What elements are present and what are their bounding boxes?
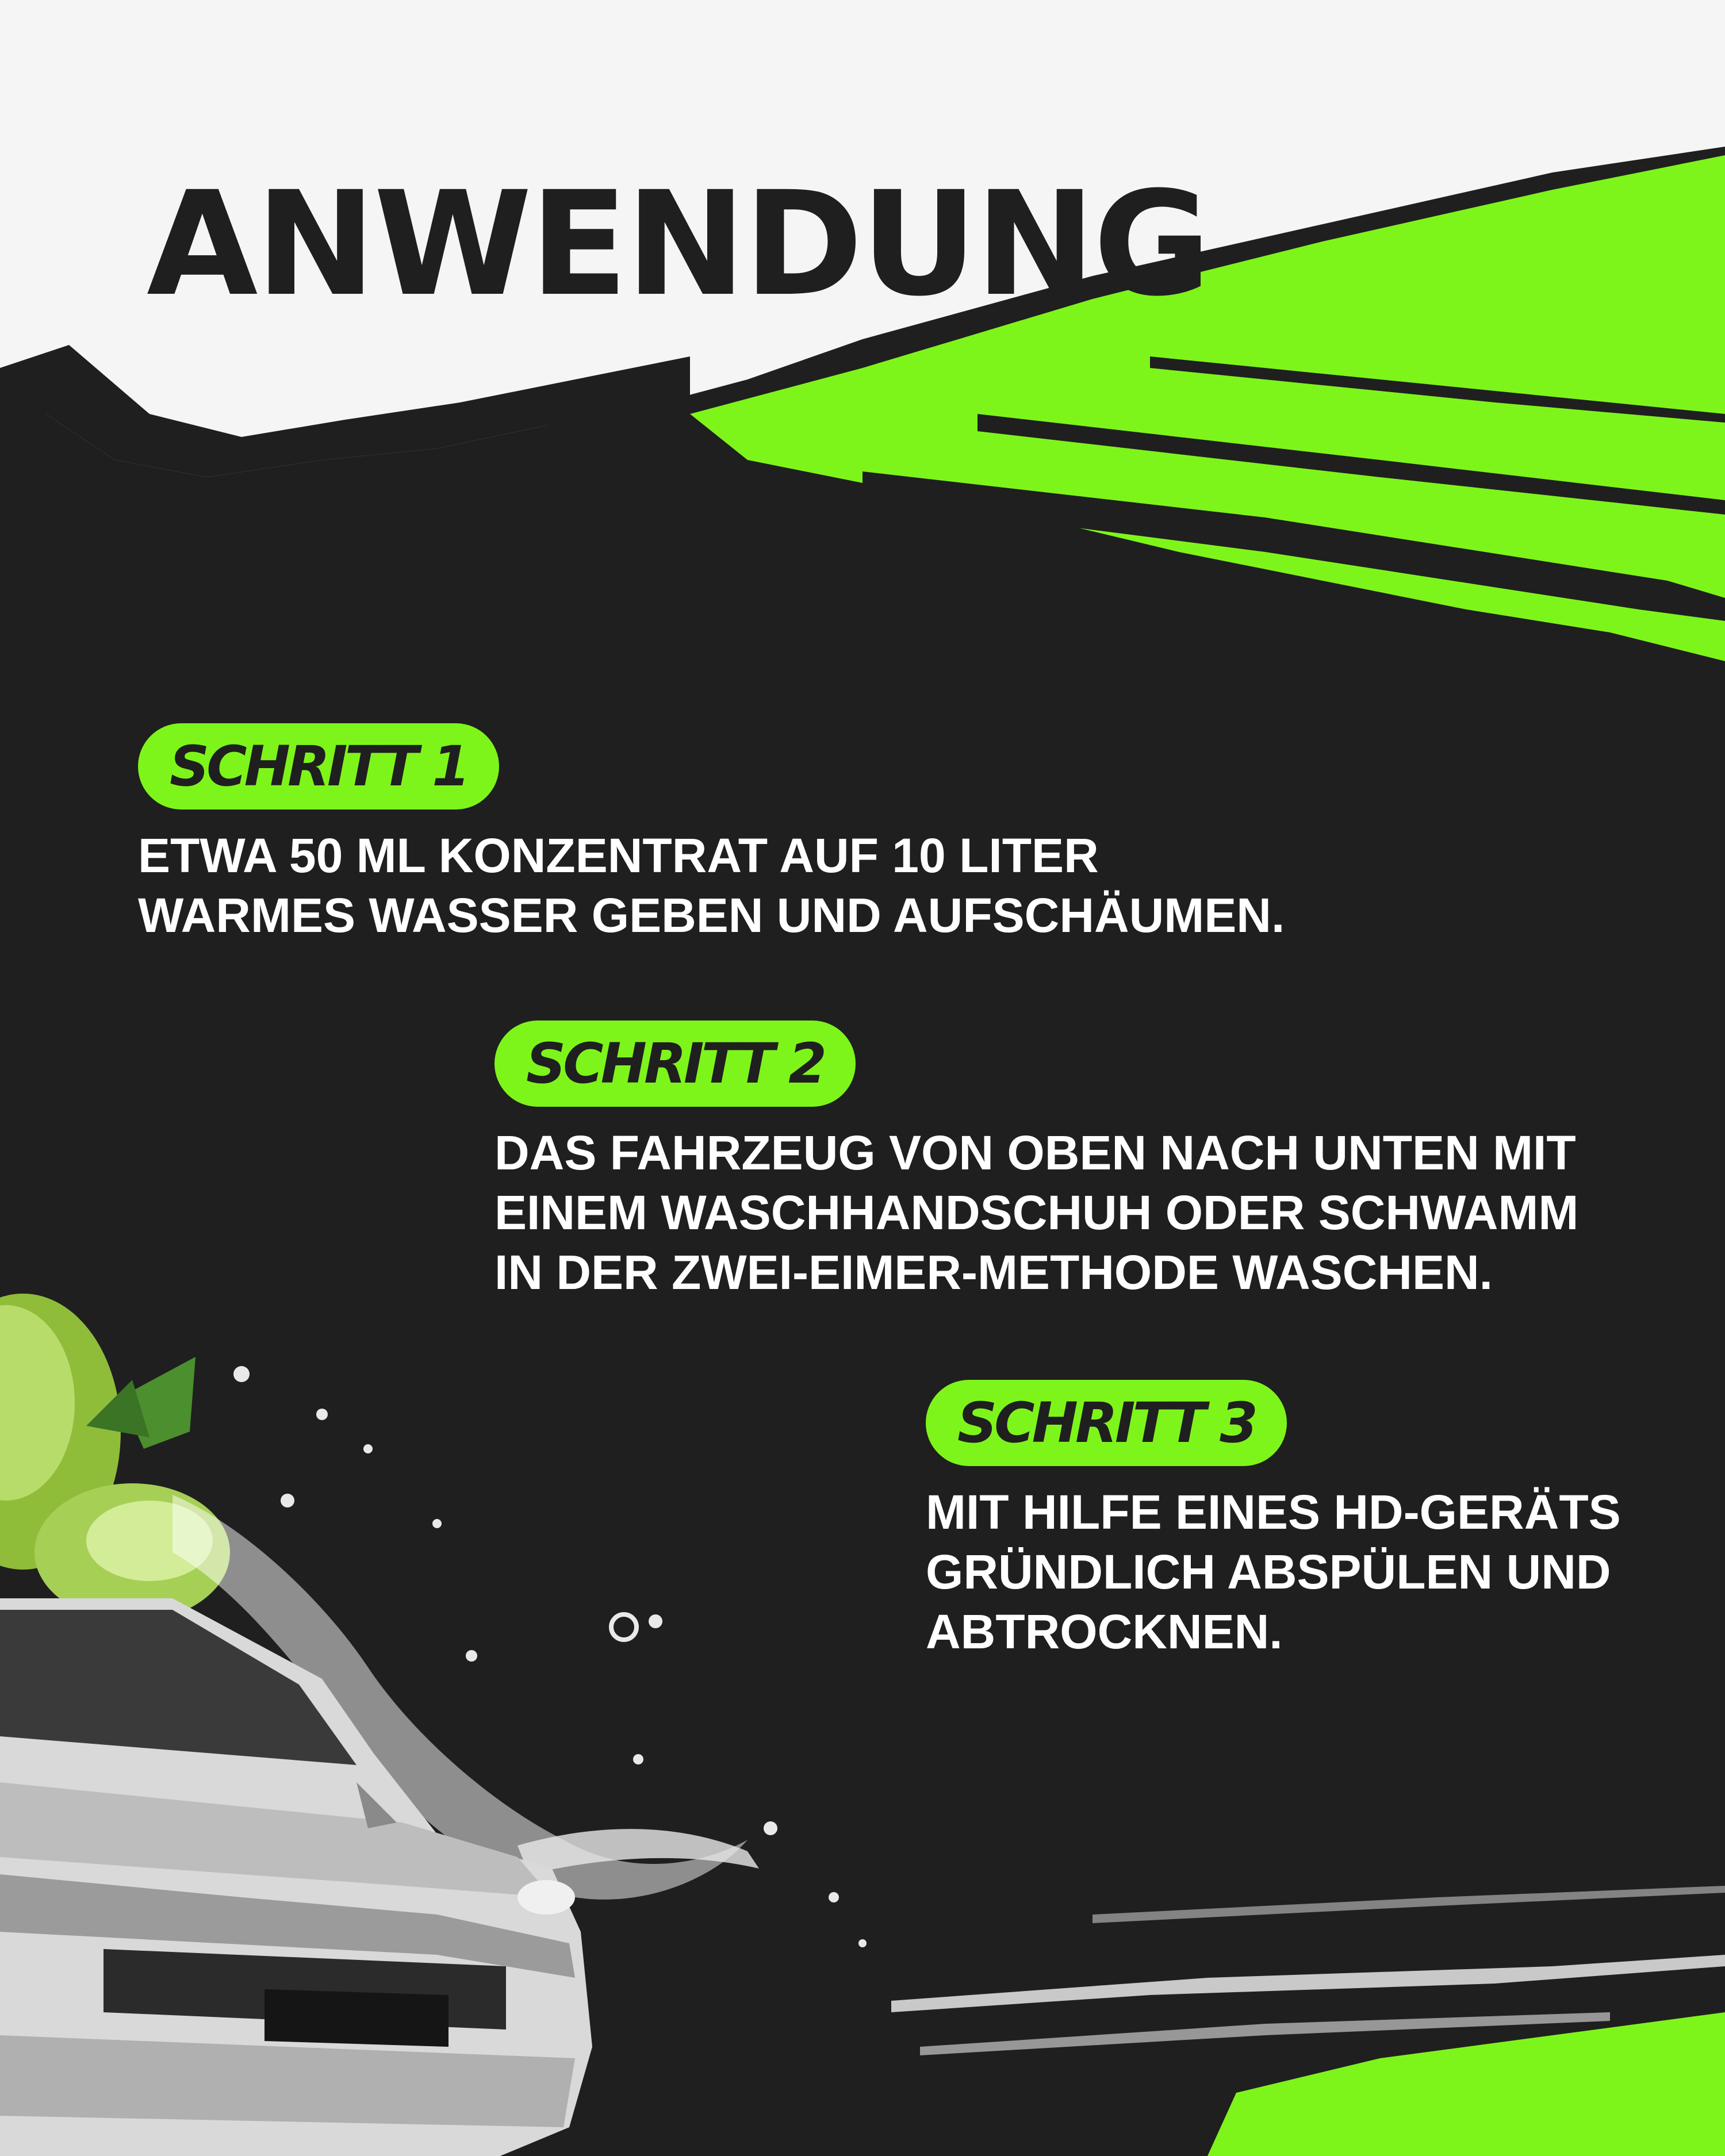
step-2-line-3: IN DER ZWEI-EIMER-METHODE WASCHEN. xyxy=(494,1245,1493,1299)
step-1-line-1: ETWA 50 ML KONZENTRAT AUF 10 LITER xyxy=(138,828,1099,883)
step-1-description xyxy=(138,826,1285,945)
step-2-line-2: EINEM WASCHHANDSCHUH ODER SCHWAMM xyxy=(494,1186,1579,1240)
step-1-line-2: WARMES WASSER GEBEN UND AUFSCHÄUMEN. xyxy=(138,888,1285,942)
page-title: ANWENDUNG xyxy=(147,160,1209,328)
step-3-line-2: GRÜNDLICH ABSPÜLEN UND xyxy=(926,1545,1611,1599)
step-2-description xyxy=(494,1123,1578,1302)
step-2 xyxy=(494,1021,1578,1302)
step-1 xyxy=(138,723,1285,945)
step-3-description xyxy=(926,1482,1621,1662)
step-3-line-3: ABTROCKNEN. xyxy=(926,1605,1283,1659)
step-3-line-1: MIT HILFE EINES HD-GERÄTS xyxy=(926,1485,1621,1539)
step-3-badge: SCHRITT 3 xyxy=(926,1380,1287,1466)
step-1-badge: SCHRITT 1 xyxy=(138,723,499,810)
step-2-line-1: DAS FAHRZEUG VON OBEN NACH UNTEN MIT xyxy=(494,1126,1576,1180)
step-3 xyxy=(926,1380,1621,1662)
step-2-badge: SCHRITT 2 xyxy=(494,1021,856,1107)
